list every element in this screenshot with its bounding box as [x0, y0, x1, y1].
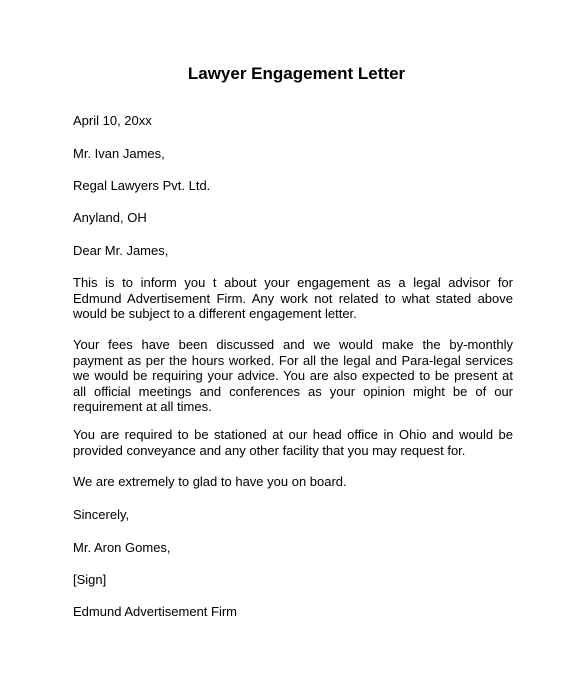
recipient-company: Regal Lawyers Pvt. Ltd. — [73, 178, 211, 193]
welcome-line: We are extremely to glad to have you on board. — [73, 474, 347, 489]
paragraph-location: You are required to be stationed at our head office in Ohio and would be provided conveyance and any other facility that you may request for. — [73, 427, 513, 458]
signature-placeholder: [Sign] — [73, 572, 107, 587]
letter-date: April 10, 20xx — [73, 113, 152, 128]
letter-title: Lawyer Engagement Letter — [187, 64, 406, 83]
paragraph-engagement: This is to inform you t about your engagement as a legal advisor for Edmund Advertisement Firm. Any work not related to what stated above would be subject to a different engagement letter. — [73, 275, 513, 321]
paragraph-fees: Your fees have been discussed and we would make the by-monthly payment as per the hours worked. For all the legal and Para-legal services we would be requiring your advice. You are also expected to be present at all official meetings and conferences as your opinion might be of our requirement at all times. — [73, 337, 513, 414]
sender-name: Mr. Aron Gomes, — [73, 540, 171, 555]
recipient-location: Anyland, OH — [73, 210, 147, 225]
sender-company: Edmund Advertisement Firm — [73, 604, 238, 619]
closing: Sincerely, — [73, 507, 130, 522]
salutation: Dear Mr. James, — [73, 243, 169, 258]
recipient-name: Mr. Ivan James, — [73, 146, 165, 161]
